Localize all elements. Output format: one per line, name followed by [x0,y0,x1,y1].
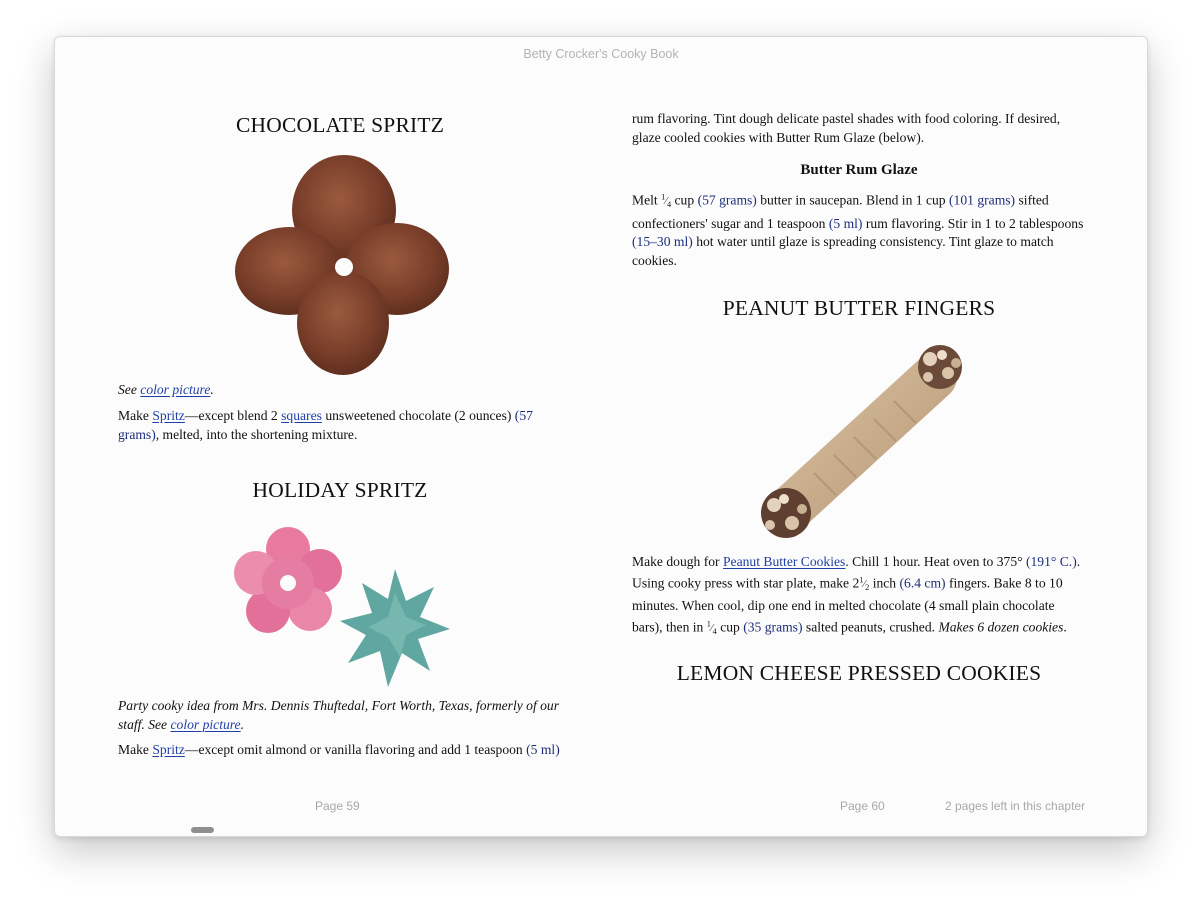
peanut-butter-cookies-link[interactable]: Peanut Butter Cookies [723,554,846,569]
window-title: Betty Crocker's Cooky Book [523,47,679,61]
page-number-left: Page 59 [315,799,360,813]
text: fingers. Bake 8 to 10 minutes. When cool, dip one end in melted chocolate (4 small plain chocolate bars), then in [632,574,1063,635]
text: Melt [632,192,658,208]
yield: Makes 6 dozen cookies [938,619,1064,635]
color-picture-link[interactable]: color picture [170,716,241,732]
peanut-butter-fingers-image [744,337,976,549]
text: rum flavoring. Stir in 1 to 2 tablespoons [865,215,1084,231]
chocolate-spritz-note [118,381,562,400]
spritz-link[interactable]: Spritz [152,408,185,423]
text: —except blend 2 [184,408,278,423]
color-picture-link[interactable]: color picture [140,382,211,397]
text: sifted confectioners' sugar and 1 teaspoon [632,192,1049,231]
text: . Using cooky press with star plate, make 2 [632,554,1081,590]
holiday-spritz-image [230,521,462,693]
chocolate-spritz-image [231,155,453,377]
text: , melted, into the shortening mixture. [155,426,358,442]
text: salted peanuts, crushed. [805,619,936,635]
metric-conversion: (15–30 ml) [632,234,693,250]
text: unsweetened chocolate (2 ounces) [325,408,512,423]
text: cup [674,192,695,208]
page-scroll-handle[interactable] [191,827,214,833]
spritz-link[interactable]: Spritz [152,742,185,757]
recipe-heading-peanut-butter-fingers: PEANUT BUTTER FINGERS [722,296,996,320]
text: butter in saucepan. Blend in 1 cup [760,192,946,208]
note-text: Party cooky idea from Mrs. Dennis Thuftedal, Fort Worth, Texas, formerly of our staff. See [118,698,560,732]
metric-conversion: (35 grams) [743,619,803,635]
holiday-spritz-directions [118,741,562,760]
note-suffix: . [240,716,244,732]
text: Make [118,408,149,423]
metric-conversion: (5 ml) [828,215,863,231]
metric-conversion: (57 grams) [118,408,533,442]
peanut-butter-fingers-directions [632,553,1086,642]
metric-conversion: (57 grams) [697,192,757,208]
recipe-heading-lemon-cheese-pressed-cookies: LEMON CHEESE PRESSED COOKIES [676,661,1042,685]
text: hot water until glaze is spreading consistency. Tint glaze to match cookies. [632,234,1054,268]
fraction: $^1⁄_4$ [661,193,672,210]
holiday-spritz-note [118,697,562,734]
recipe-heading-holiday-spritz: HOLIDAY SPRITZ [252,478,428,502]
text: —except omit almond or vanilla flavoring and add 1 teaspoon [184,742,523,757]
text: inch [872,574,897,590]
metric-conversion: (101 grams) [949,192,1016,208]
book-window [54,36,1148,837]
page-number-right: Page 60 [840,799,885,813]
chocolate-spritz-directions [118,407,562,444]
text: . [1063,619,1067,635]
chapter-status: 2 pages left in this chapter [945,799,1086,813]
note-prefix: See [118,382,137,397]
metric-conversion: (5 ml) [526,742,560,757]
note-suffix: . [210,382,214,397]
text: Make dough for [632,554,720,569]
fraction: $^1⁄_2$ [859,575,870,592]
glaze-directions [632,189,1086,270]
fraction: $^1⁄_4$ [706,619,717,637]
text: Make [118,742,149,757]
text: . Chill 1 hour. Heat oven to 375° [845,554,1023,569]
glaze-heading: Butter Rum Glaze [800,162,918,178]
metric-conversion: (191° C.) [1025,554,1077,569]
continued-text: rum flavoring. Tint dough delicate pastel shades with food coloring. If desired, glaze cooled cookies with Butter Rum Glaze (below). [632,111,1061,145]
metric-conversion: (6.4 cm) [899,574,946,590]
recipe-heading-chocolate-spritz: CHOCOLATE SPRITZ [235,113,445,137]
text: cup [720,619,740,635]
squares-link[interactable]: squares [281,408,322,423]
